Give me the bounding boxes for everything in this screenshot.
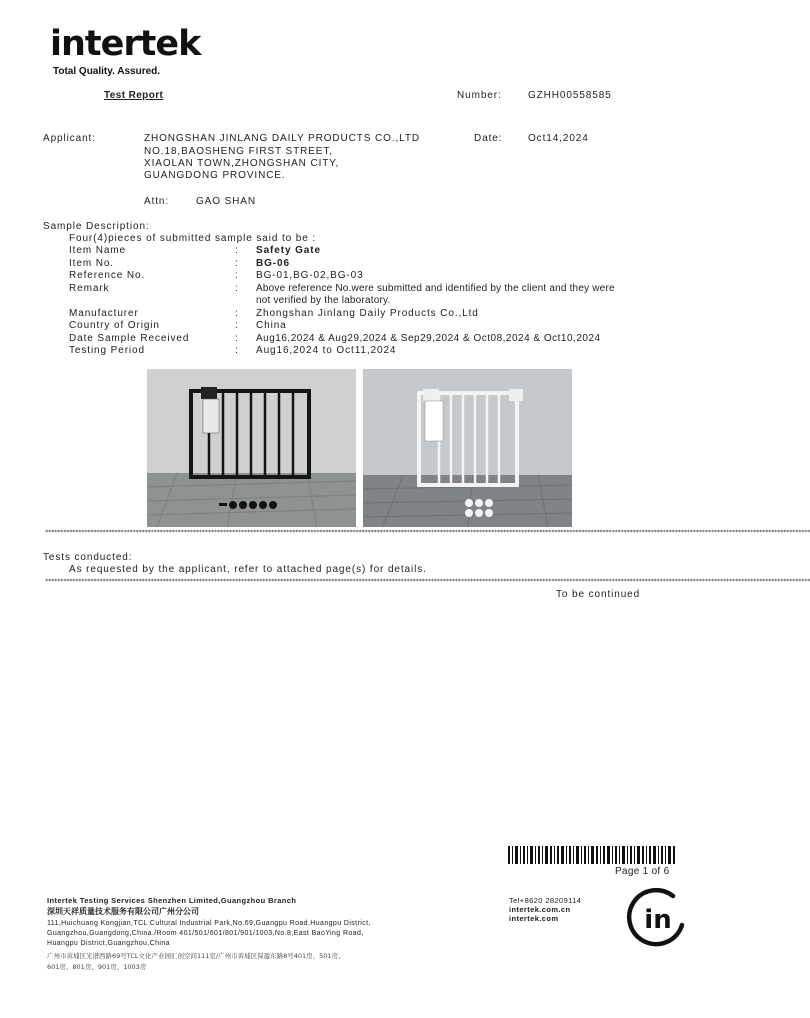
applicant-line-1: ZHONGSHAN JINLANG DAILY PRODUCTS CO.,LTD — [144, 133, 421, 144]
address-en-line-1: 111,Huichuang Kongjian,TCL Cultural Industrial Park,No.69,Guangpu Road,Huangpu District, — [47, 920, 371, 927]
applicant-label: Applicant: — [43, 133, 96, 144]
number-label: Number: — [457, 90, 502, 101]
date-value: Oct14,2024 — [528, 133, 589, 144]
field-colon: : — [235, 345, 239, 356]
tagline: Total Quality. Assured. — [53, 66, 161, 77]
field-value-date-received: Aug16,2024 & Aug29,2024 & Sep29,2024 & Oct08,2024 & Oct10,2024 — [256, 333, 601, 344]
field-colon: : — [235, 245, 239, 256]
field-label-reference-no: Reference No. — [69, 270, 146, 281]
field-colon: : — [235, 258, 239, 269]
attn-value: GAO SHAN — [196, 196, 256, 207]
field-label-item-name: Item Name — [69, 245, 127, 256]
white-gate-photo — [363, 369, 572, 527]
telephone: Tel+8620 28209114 — [509, 896, 582, 905]
intertek-badge-icon — [627, 887, 689, 949]
black-gate-photo — [147, 369, 356, 527]
attn-label: Attn: — [144, 196, 170, 207]
address-en-line-3: Huangpu District,Guangzhou,China — [47, 940, 170, 947]
field-colon: : — [235, 270, 239, 281]
field-value-reference-no: BG-01,BG-02,BG-03 — [256, 270, 364, 281]
company-name-en: Intertek Testing Services Shenzhen Limited,Guangzhou Branch — [47, 896, 297, 905]
date-label: Date: — [474, 133, 503, 144]
field-value-item-no: BG-06 — [256, 258, 290, 269]
field-colon: : — [235, 308, 239, 319]
field-value-remark-line-2: not verified by the laboratory. — [256, 295, 391, 306]
field-value-item-name: Safety Gate — [256, 245, 321, 256]
field-label-date-received: Date Sample Received — [69, 333, 190, 344]
badge-text: in — [644, 905, 672, 935]
separator-stars: ************************************************************************************************************************************************************************************************************************************************************** — [45, 578, 810, 585]
to-be-continued: To be continued — [556, 589, 641, 600]
number-value: GZHH00558585 — [528, 90, 612, 101]
field-value-testing-period: Aug16,2024 to Oct11,2024 — [256, 345, 397, 356]
website: intertek.com — [509, 914, 559, 923]
field-label-country: Country of Origin — [69, 320, 160, 331]
field-colon: : — [235, 333, 239, 344]
address-cn-line-1: 广州市黄埔区光谱西路69号TCL文化产业园汇创空间111室/广州市黄埔区保盈东路8号401房、501房、 — [47, 952, 345, 960]
applicant-line-3: XIAOLAN TOWN,ZHONGSHAN CITY, — [144, 158, 340, 169]
separator-stars: ************************************************************************************************************************************************************************************************************************************************************** — [45, 529, 810, 536]
sample-heading: Sample Description: — [43, 221, 150, 232]
field-value-country: China — [256, 320, 287, 331]
field-label-item-no: Item No. — [69, 258, 114, 269]
address-cn-line-2: 601房、801房、901房、1003房 — [47, 963, 147, 971]
field-colon: : — [235, 283, 239, 294]
sample-intro: Four(4)pieces of submitted sample said to be : — [69, 233, 317, 244]
page-number: Page 1 of 6 — [615, 866, 670, 877]
field-label-remark: Remark — [69, 283, 110, 294]
field-colon: : — [235, 320, 239, 331]
field-label-testing-period: Testing Period — [69, 345, 145, 356]
field-value-remark: Above reference No.were submitted and identified by the client and they were — [256, 283, 615, 294]
field-label-manufacturer: Manufacturer — [69, 308, 139, 319]
applicant-line-4: GUANGDONG PROVINCE. — [144, 170, 286, 181]
tests-heading: Tests conducted: — [43, 552, 133, 563]
intertek-logo: intertek — [50, 24, 201, 64]
website-cn: intertek.com.cn — [509, 905, 571, 914]
company-name-cn: 深圳天祥质量技术服务有限公司广州分公司 — [47, 907, 199, 916]
applicant-line-2: NO.18,BAOSHENG FIRST STREET, — [144, 146, 333, 157]
report-title: Test Report — [104, 90, 164, 101]
address-en-line-2: Guangzhou,Guangdong,China./Room 401/501/601/801/901/1003,No.8,East BaoYing Road, — [47, 930, 364, 937]
field-value-manufacturer: Zhongshan Jinlang Daily Products Co.,Ltd — [256, 308, 479, 319]
tests-text: As requested by the applicant, refer to attached page(s) for details. — [69, 564, 427, 575]
